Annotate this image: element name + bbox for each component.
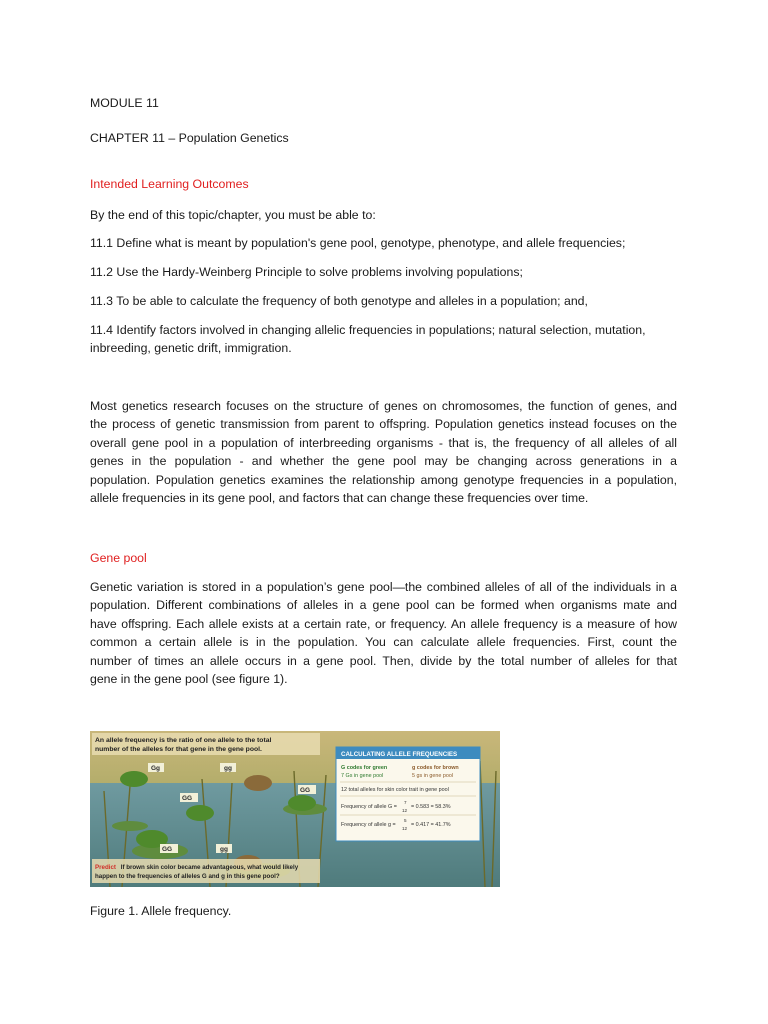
gene-pool-heading: Gene pool [90, 551, 147, 565]
ilo-intro: By the end of this topic/chapter, you must be able to: [90, 208, 376, 222]
frog-label: Gg [151, 765, 161, 772]
banner-text: number of the alleles for that gene in the gene pool. [95, 746, 262, 753]
panel-text: = 0.583 = 58.3% [411, 804, 451, 810]
frog-label: gg [224, 765, 232, 772]
paragraph-line: population. Different combinations of alleles in a gene pool can be formed when organisms mate and [90, 598, 677, 613]
paragraph-line: the process of genetic transmission from parent to offspring. Population genetics instead focuses on the [90, 417, 677, 432]
panel-title: CALCULATING ALLELE FREQUENCIES [341, 751, 458, 758]
predict-text: happen to the frequencies of alleles G and g in this gene pool? [95, 873, 280, 880]
paragraph-line: population. Population genetics examines the relationship among genotype frequencies in a population, [90, 472, 677, 487]
predict-label: Predict [95, 864, 116, 871]
allele-frequency-figure [90, 731, 500, 887]
module-title: MODULE 11 [90, 96, 159, 110]
frog-label: GG [300, 787, 311, 794]
figure-caption: Figure 1. Allele frequency. [90, 904, 232, 918]
outcome-item: 11.1 Define what is meant by population's gene pool, genotype, phenotype, and allele frequencies; [90, 236, 626, 250]
panel-text: Frequency of allele G = [341, 804, 397, 810]
paragraph-line: Genetic variation is stored in a population’s gene pool—the combined alleles of all of the individuals in a [90, 580, 677, 594]
paragraph-line: have offspring. Each allele exists at a certain rate, or frequency. An allele frequency is a measure of how [90, 616, 677, 631]
brown-frog [244, 775, 272, 791]
panel-text: G codes for green [341, 765, 388, 771]
outcome-item: 11.3 To be able to calculate the frequency of both genotype and alleles in a population; and, [90, 294, 588, 308]
fraction-denominator: 12 [402, 808, 408, 813]
paragraph-line: allele frequencies in its gene pool, and factors that can change these frequencies over time. [90, 491, 589, 506]
fraction-denominator: 12 [402, 826, 408, 831]
banner-text: An allele frequency is the ratio of one allele to the total [95, 737, 272, 744]
paragraph-line: common a certain allele is in the population. You can calculate allele frequencies. First, count the [90, 635, 677, 650]
paragraph-line: genes in the population - and whether the gene pool may be changing across generations in a [90, 454, 677, 469]
green-frog [186, 805, 214, 821]
calculation-panel [336, 747, 480, 841]
paragraph-line: Most genetics research focuses on the structure of genes on chromosomes, the function of genes, and [90, 399, 677, 413]
paragraph-line: overall gene pool in a population of interbreeding organisms - that is, the frequency of all alleles of all [90, 435, 677, 450]
panel-text: 7 Gs in gene pool [341, 773, 384, 779]
frog-label: GG [182, 795, 193, 802]
green-frog [288, 795, 316, 811]
paragraph-line: gene in the gene pool (see figure 1). [90, 672, 288, 687]
intro-paragraph [90, 397, 677, 507]
panel-text: 12 total alleles for skin color trait in gene pool [341, 787, 449, 793]
gene-pool-paragraph [90, 578, 677, 688]
panel-text: Frequency of allele g = [341, 822, 396, 828]
chapter-title: CHAPTER 11 – Population Genetics [90, 131, 289, 145]
fraction-numerator: 7 [404, 800, 407, 805]
panel-text: g codes for brown [412, 765, 459, 771]
frog-label: GG [162, 846, 173, 853]
outcome-item: 11.4 Identify factors involved in changing allelic frequencies in populations; natural selection, mutation, inbreeding, genetic drift, immigration. [90, 323, 646, 356]
panel-text: = 0.417 = 41.7% [411, 822, 451, 828]
outcome-item: 11.2 Use the Hardy-Weinberg Principle to solve problems involving populations; [90, 265, 523, 279]
green-frog [120, 771, 148, 787]
predict-line [95, 864, 299, 871]
fraction-numerator: 5 [404, 818, 407, 823]
ilo-heading: Intended Learning Outcomes [90, 177, 249, 191]
frog-label: gg [220, 846, 228, 853]
paragraph-line: number of times an allele occurs in a gene pool. Then, divide by the total number of alleles for that [90, 653, 677, 668]
panel-text: 5 gs in gene pool [412, 773, 454, 779]
predict-text: If brown skin color became advantageous, what would likely [120, 864, 299, 871]
